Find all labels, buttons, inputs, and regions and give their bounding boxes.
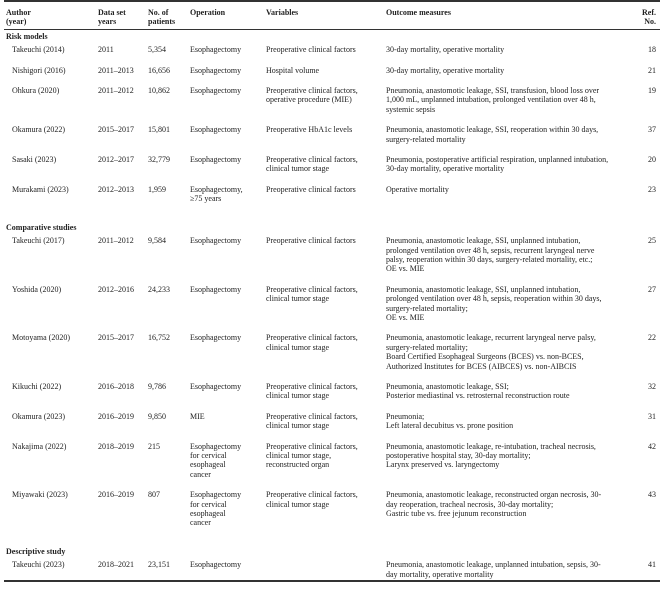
cell-years: 2011 bbox=[98, 45, 114, 55]
header-variables: Variables bbox=[266, 8, 299, 17]
cell-author: Takeuchi (2017) bbox=[12, 236, 65, 246]
cell-author: Motoyama (2020) bbox=[12, 333, 70, 343]
cell-operation: Esophagectomy bbox=[190, 155, 242, 165]
section-spacer bbox=[4, 205, 660, 221]
cell-variables: Preoperative clinical factors, clinical tumor stage bbox=[266, 411, 358, 431]
cell-ref: 42 bbox=[648, 441, 656, 451]
cell-operation: Esophagectomy for cervical esophageal cancer bbox=[190, 490, 242, 528]
cell-author: Yoshida (2020) bbox=[12, 284, 62, 294]
cell-variables: Preoperative clinical factors, clinical tumor stage bbox=[266, 333, 358, 352]
cell-operation: Esophagectomy bbox=[190, 65, 242, 75]
cell-years: 2012–2016 bbox=[98, 284, 134, 294]
cell-operation: Esophagectomy bbox=[190, 236, 242, 246]
section-title: Risk models bbox=[6, 31, 48, 41]
cell-years: 2016–2019 bbox=[98, 490, 134, 500]
cell-years: 2016–2019 bbox=[98, 411, 134, 421]
cell-author: Sasaki (2023) bbox=[12, 155, 57, 165]
cell-years: 2018–2019 bbox=[98, 441, 134, 451]
cell-patients: 16,656 bbox=[148, 65, 170, 75]
cell-author: Nakajima (2022) bbox=[12, 441, 67, 451]
cell-patients: 15,801 bbox=[148, 125, 170, 135]
cell-years: 2011–2012 bbox=[98, 86, 134, 96]
header-patients: No. of patients bbox=[148, 8, 176, 27]
cell-variables: Preoperative clinical factors, clinical tumor stage bbox=[266, 155, 358, 174]
cell-operation: Esophagectomy bbox=[190, 381, 242, 391]
cell-ref: 31 bbox=[648, 411, 656, 421]
header-dataset-years: Data set years bbox=[98, 8, 126, 27]
cell-patients: 9,786 bbox=[148, 381, 166, 391]
header-row bbox=[4, 1, 660, 29]
cell-outcome: Pneumonia, anastomotic leakage, unplanned intubation, sepsis, 30- day mortality, operative mortality bbox=[386, 560, 601, 579]
cell-ref: 20 bbox=[648, 155, 656, 165]
section-comparative bbox=[4, 221, 660, 235]
cell-author: Takeuchi (2014) bbox=[12, 45, 65, 55]
cell-operation: MIE bbox=[190, 411, 205, 421]
cell-ref: 19 bbox=[648, 86, 656, 96]
header-outcome: Outcome measures bbox=[386, 8, 451, 17]
cell-patients: 24,233 bbox=[148, 284, 170, 294]
cell-years: 2011–2013 bbox=[98, 65, 134, 75]
cell-variables bbox=[264, 559, 384, 581]
cell-ref: 22 bbox=[648, 333, 656, 343]
header-operation: Operation bbox=[190, 8, 226, 17]
registry-studies-table bbox=[4, 0, 660, 582]
header-ref: Ref. No. bbox=[642, 8, 656, 27]
cell-variables: Hospital volume bbox=[266, 65, 320, 75]
table-row bbox=[4, 284, 660, 333]
cell-outcome: Pneumonia, anastomotic leakage, recurrent laryngeal nerve palsy, surgery-related mortality; Board Certified Esophageal Surgeons (BCES) vs. non-BCES, Authorized Institutes for BCES (AIBCES) vs. non-AIBCIS bbox=[386, 333, 596, 371]
cell-patients: 10,862 bbox=[148, 86, 170, 96]
cell-years: 2012–2013 bbox=[98, 184, 134, 194]
cell-operation: Esophagectomy bbox=[190, 560, 242, 570]
cell-patients: 32,779 bbox=[148, 155, 170, 165]
cell-operation: Esophagectomy, ≥75 years bbox=[190, 184, 243, 204]
table-row bbox=[4, 124, 660, 154]
cell-operation: Esophagectomy bbox=[190, 333, 242, 343]
cell-variables: Preoperative clinical factors, clinical tumor stage bbox=[266, 490, 358, 509]
section-title: Descriptive study bbox=[6, 546, 66, 556]
cell-author: Murakami (2023) bbox=[12, 184, 69, 194]
table-row bbox=[4, 44, 660, 64]
cell-ref: 21 bbox=[648, 65, 656, 75]
cell-operation: Esophagectomy bbox=[190, 45, 242, 55]
cell-variables: Preoperative clinical factors bbox=[266, 236, 356, 246]
cell-patients: 9,850 bbox=[148, 411, 166, 421]
cell-variables: Preoperative clinical factors, operative procedure (MIE) bbox=[266, 86, 358, 105]
cell-ref: 41 bbox=[648, 560, 656, 570]
cell-outcome: 30-day mortality, operative mortality bbox=[386, 45, 505, 55]
cell-ref: 25 bbox=[648, 236, 656, 246]
cell-years: 2015–2017 bbox=[98, 333, 134, 343]
cell-years: 2011–2012 bbox=[98, 236, 134, 246]
cell-outcome: Operative mortality bbox=[386, 184, 449, 194]
cell-patients: 16,752 bbox=[148, 333, 170, 343]
cell-patients: 1,959 bbox=[148, 184, 166, 194]
cell-variables: Preoperative clinical factors bbox=[266, 45, 356, 55]
cell-author: Okamura (2022) bbox=[12, 125, 66, 135]
cell-author: Nishigori (2016) bbox=[12, 65, 66, 75]
table-row bbox=[4, 559, 660, 581]
cell-years: 2015–2017 bbox=[98, 125, 134, 135]
cell-ref: 27 bbox=[648, 284, 656, 294]
cell-ref: 43 bbox=[648, 490, 656, 500]
cell-outcome: Pneumonia, anastomotic leakage, SSI, transfusion, blood loss over 1,000 mL, unplanned intubation, prolonged ventilation over 48 h, systemic sepsis bbox=[386, 86, 600, 114]
cell-patients: 23,151 bbox=[148, 560, 170, 570]
cell-ref: 23 bbox=[648, 184, 656, 194]
cell-author: Kikuchi (2022) bbox=[12, 381, 62, 391]
cell-author: Takeuchi (2023) bbox=[12, 560, 65, 570]
section-risk bbox=[4, 29, 660, 44]
table-row bbox=[4, 65, 660, 85]
table-row bbox=[4, 411, 660, 441]
cell-outcome: Pneumonia, anastomotic leakage, SSI, reoperation within 30 days, surgery-related mortality bbox=[386, 125, 599, 144]
cell-variables: Preoperative clinical factors, clinical tumor stage bbox=[266, 284, 358, 304]
cell-operation: Esophagectomy bbox=[190, 284, 242, 294]
table-row bbox=[4, 184, 660, 205]
table-row bbox=[4, 441, 660, 490]
cell-outcome: 30-day mortality, operative mortality bbox=[386, 65, 505, 75]
cell-outcome: Pneumonia, anastomotic leakage, re-intubation, tracheal necrosis, postoperative hospital stay, 30-day mortality; Larynx preserved vs. laryngectomy bbox=[386, 441, 596, 470]
cell-operation: Esophagectomy for cervical esophageal cancer bbox=[190, 441, 242, 479]
cell-author: Ohkura (2020) bbox=[12, 86, 60, 96]
cell-outcome: Pneumonia, anastomotic leakage, reconstructed organ necrosis, 30- day reoperation, tracheal necrosis, 30-day mortality; Gastric tube vs. free jejunum reconstruction bbox=[386, 490, 602, 519]
table-row bbox=[4, 154, 660, 184]
cell-variables: Preoperative HbA1c levels bbox=[266, 125, 353, 135]
cell-variables: Preoperative clinical factors bbox=[266, 184, 356, 194]
table-row bbox=[4, 381, 660, 411]
section-spacer bbox=[4, 529, 660, 545]
table-row bbox=[4, 489, 660, 529]
cell-author: Miyawaki (2023) bbox=[12, 490, 68, 500]
cell-years: 2016–2018 bbox=[98, 381, 134, 391]
table-row bbox=[4, 235, 660, 284]
table-row bbox=[4, 85, 660, 124]
cell-patients: 9,584 bbox=[148, 236, 166, 246]
cell-years: 2018–2021 bbox=[98, 560, 134, 570]
cell-ref: 32 bbox=[648, 381, 656, 391]
cell-author: Okamura (2023) bbox=[12, 411, 66, 421]
cell-variables: Preoperative clinical factors, clinical tumor stage bbox=[266, 381, 358, 401]
cell-outcome: Pneumonia; Left lateral decubitus vs. prone position bbox=[386, 411, 514, 431]
cell-variables: Preoperative clinical factors, clinical tumor stage, reconstructed organ bbox=[266, 441, 358, 470]
table-row bbox=[4, 332, 660, 381]
cell-outcome: Pneumonia, anastomotic leakage, SSI, unplanned intubation, prolonged ventilation over 48 h, sepsis, recurrent laryngeal nerve palsy, reoperation within 30 days, surgery-related mortality, etc.; OE vs. MIE bbox=[386, 236, 595, 274]
cell-patients: 215 bbox=[148, 441, 160, 451]
cell-ref: 18 bbox=[648, 45, 656, 55]
header-author: Author (year) bbox=[6, 8, 31, 27]
cell-outcome: Pneumonia, anastomotic leakage, SSI, unplanned intubation, prolonged ventilation over 48 h, sepsis, reoperation within 30 days, surgery-related mortality; OE vs. MIE bbox=[386, 284, 602, 322]
cell-outcome: Pneumonia, postoperative artificial respiration, unplanned intubation, 30-day mortality, operative mortality bbox=[386, 155, 609, 174]
cell-outcome: Pneumonia, anastomotic leakage, SSI; Posterior mediastinal vs. retrosternal reconstruction route bbox=[386, 381, 570, 401]
section-descriptive bbox=[4, 545, 660, 559]
cell-patients: 807 bbox=[148, 490, 160, 500]
cell-operation: Esophagectomy bbox=[190, 125, 242, 135]
cell-patients: 5,354 bbox=[148, 45, 166, 55]
cell-operation: Esophagectomy bbox=[190, 86, 242, 96]
cell-years: 2012–2017 bbox=[98, 155, 134, 165]
section-title: Comparative studies bbox=[6, 222, 77, 232]
cell-ref: 37 bbox=[648, 125, 656, 135]
